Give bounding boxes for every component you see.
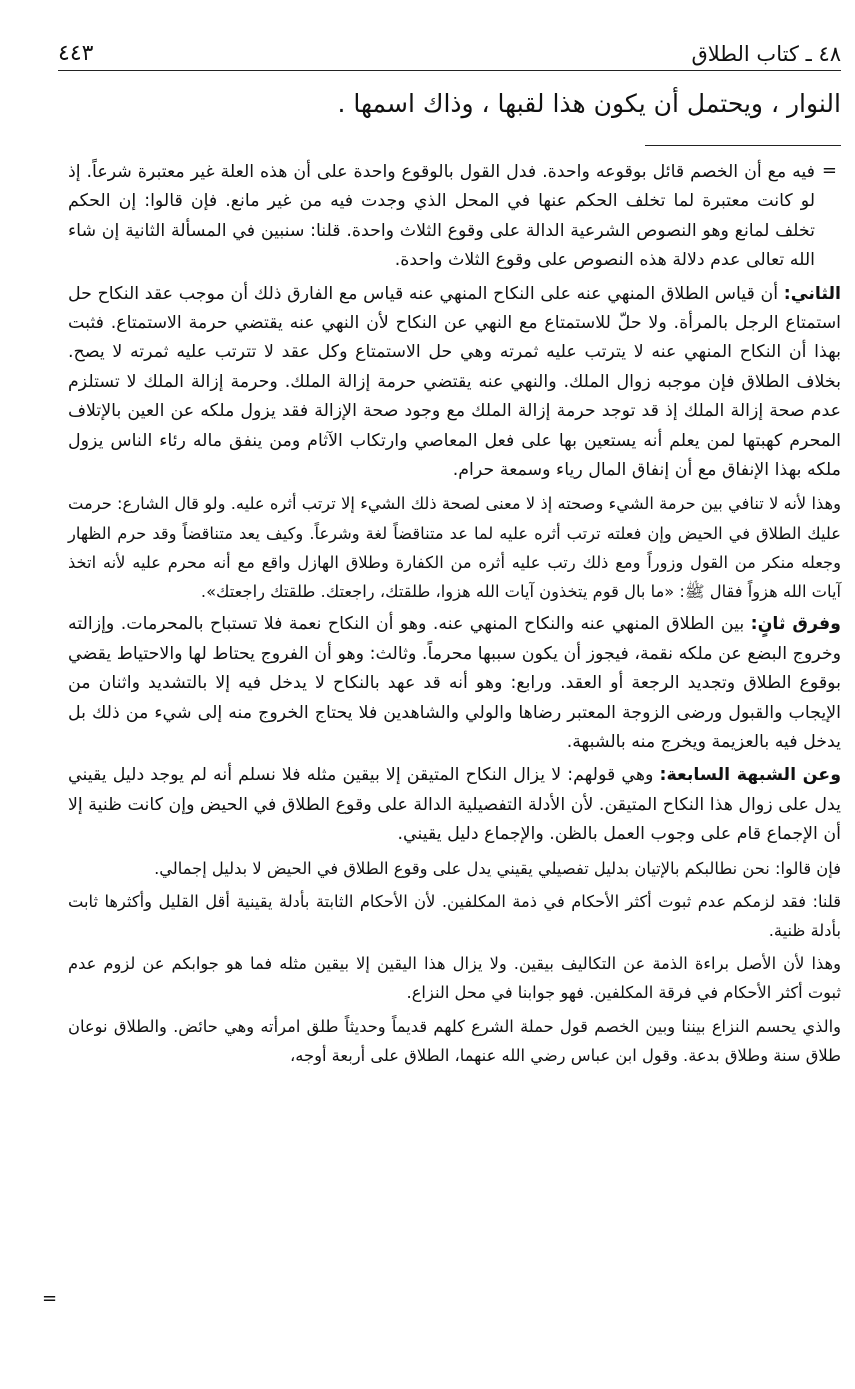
footnote-continuation-mark: =: [821, 160, 837, 181]
footnote-continues-mark: =: [42, 1288, 58, 1309]
paragraph-lead: الثاني:: [783, 283, 841, 304]
footnote-paragraph: [68, 761, 841, 849]
paragraph-text: والذي يحسم النزاع بيننا وبين الخصم قول حملة الشرع كلهم قديماً وحديثاً طلق امرأته وهي حائض. والطلاق نوعان طلاق سنة وطلاق بدعة. وقول ابن عباس رضي الله عنهما، الطلاق على أربعة أوجه،: [68, 1016, 841, 1065]
footnotes: [68, 158, 841, 1074]
paragraph-text: وهي قولهم: لا يزال النكاح المتيقن إلا بيقين مثله فلا نسلم أنه لم يوجد دليل يقيني يدل على زوال هذا النكاح المتيقن. لأن الأدلة التفصيلية الدالة على وقوع الطلاق في الحيض وإن كانت ظنية إلا أن الإجماع قام على وجوب العمل بالظن. والإجماع دليل يقيني.: [68, 765, 841, 845]
paragraph-text: فيه مع أن الخصم قائل بوقوعه واحدة. فدل القول بالوقوع واحدة على أن هذه العلة غير معتبرة شرعاً. إذ لو كانت معتبرة لما تخلف الحكم عنها في المحل الذي وجدت فيه من غير مانع. فإن قالوا: إن الحكم تخلف لمانع وهو النصوص الشرعية الدالة على وقوع الثلاث واحدة. قلنا: سنبين في المسألة الثانية إن شاء الله تعالى عدم دلالة هذه النصوص على وقوع الثلاث واحدة.: [68, 162, 815, 271]
footnote-paragraph: [68, 949, 841, 1007]
footnote-separator: [645, 145, 841, 146]
paragraph-text: أن قياس الطلاق المنهي عنه على النكاح المنهي عنه قياس مع الفارق ذلك أن موجب عقد النكاح حل استمتاع الرجل بالمرأة. ولا حلّ للاستمتاع مع النهي عن النكاح لأن النهي عنه يقتضي حرمة الاستمتاع. فثبت بهذا أن النكاح المنهي عنه لا يترتب عليه ثمرته وهي حل الاستمتاع وكل عقد لا تترتب عليه ثمرته لا يصح. بخلاف الطلاق فإن موجبه زوال الملك. والنهي عنه يقتضي حرمة إزالة الملك. وحرمة إزالة الملك لا تستلزم عدم صحة إزالة الملك إذ قد توجد حرمة إزالة الملك مع وجود صحة الإزالة فقد يزول ملكه عن العين بالإتلاف المحرم كهبتها لمن يعلم أنه يستعين بها على فعل المعاصي وارتكاب الآثام ومن ينفق ماله رئاء الناس يزول ملكه بهذا الإنفاق مع أن إنفاق المال رياء وسمعة حرام.: [68, 283, 841, 481]
paragraph-text: وهذا لأن الأصل براءة الذمة عن التكاليف بيقين. ولا يزال هذا اليقين إلا بيقين مثله فما هو جوابكم عن لزوم عدم ثبوت أكثر الأحكام في فرقة المكلفين. فهو جوابنا في محل النزاع.: [68, 954, 841, 1003]
running-title: ٤٨ ـ كتاب الطلاق: [691, 42, 841, 66]
page-header: [58, 36, 841, 71]
footnote-paragraph: [68, 854, 841, 883]
footnote-paragraph: [68, 280, 841, 486]
paragraph-text: بين الطلاق المنهي عنه والنكاح المنهي عنه. وهو أن النكاح نعمة فلا تستباح بالمحرمات. وإزالته وخروج البضع عن ملكه نقمة، فيجوز أن يكون سببها محرماً. وثالث: وهو أن الفروج يحتاط لها والاحتياط يقضي بوقوع الطلاق وتجديد الرجعة أو العقد. ورابع: وهو أنه قد عهد بالنكاح لا يدخل فيه إلا بالتشديد واثنان من الإيجاب والقبول ورضى الزوجة المعتبر رضاها والولي والشاهدين فلا يحتاج الخروج منه إلى شيء من ذلك بل يدخل فيه بالعزيمة ويخرج منه بالشبهة.: [68, 614, 841, 752]
paragraph-text: فإن قالوا: نحن نطالبكم بالإتيان بدليل تفصيلي يقيني يدل على وقوع الطلاق في الحيض لا بدليل إجمالي.: [154, 858, 841, 878]
footnote-paragraph: [68, 158, 841, 276]
page-number: ٤٤٣: [58, 41, 94, 66]
paragraph-text: وهذا لأنه لا تنافي بين حرمة الشيء وصحته إذ لا معنى لصحة ذلك الشيء إلا ترتب أثره عليه. ولو قال الشارع: حرمت عليك الطلاق في الحيض وإن فعلته ترتب أثره عليه لما عد متناقضاً لغة وشرعاً. وكيف يعد متناقضاً وقد حرم الظهار وجعله منكر من القول وزوراً ومع ذلك رتب عليه أثره من الكفارة وطلاق الهازل واقع مع أنه محرم عليه لأنه اتخذ آيات الله هزواً فقال ﷺ: «ما بال قوم يتخذون آيات الله هزوا، طلقتك، راجعتك. طلقتك راجعتك».: [68, 494, 841, 602]
footnote-paragraph: [68, 1012, 841, 1070]
paragraph-lead: وعن الشبهة السابعة:: [659, 765, 841, 786]
footnote-paragraph: [68, 489, 841, 606]
paragraph-text: قلنا: فقد لزمكم عدم ثبوت أكثر الأحكام في ذمة المكلفين. لأن الأحكام الثابتة بأدلة يقينية أقل القليل وأكثرها ثابت بأدلة ظنية.: [68, 891, 841, 940]
paragraph-lead: وفرق ثانٍ:: [750, 614, 841, 635]
footnote-paragraph: [68, 610, 841, 757]
main-text-line: النوار ، ويحتمل أن يكون هذا لقبها ، وذاك اسمها .: [337, 89, 841, 118]
footnote-paragraph: [68, 887, 841, 945]
